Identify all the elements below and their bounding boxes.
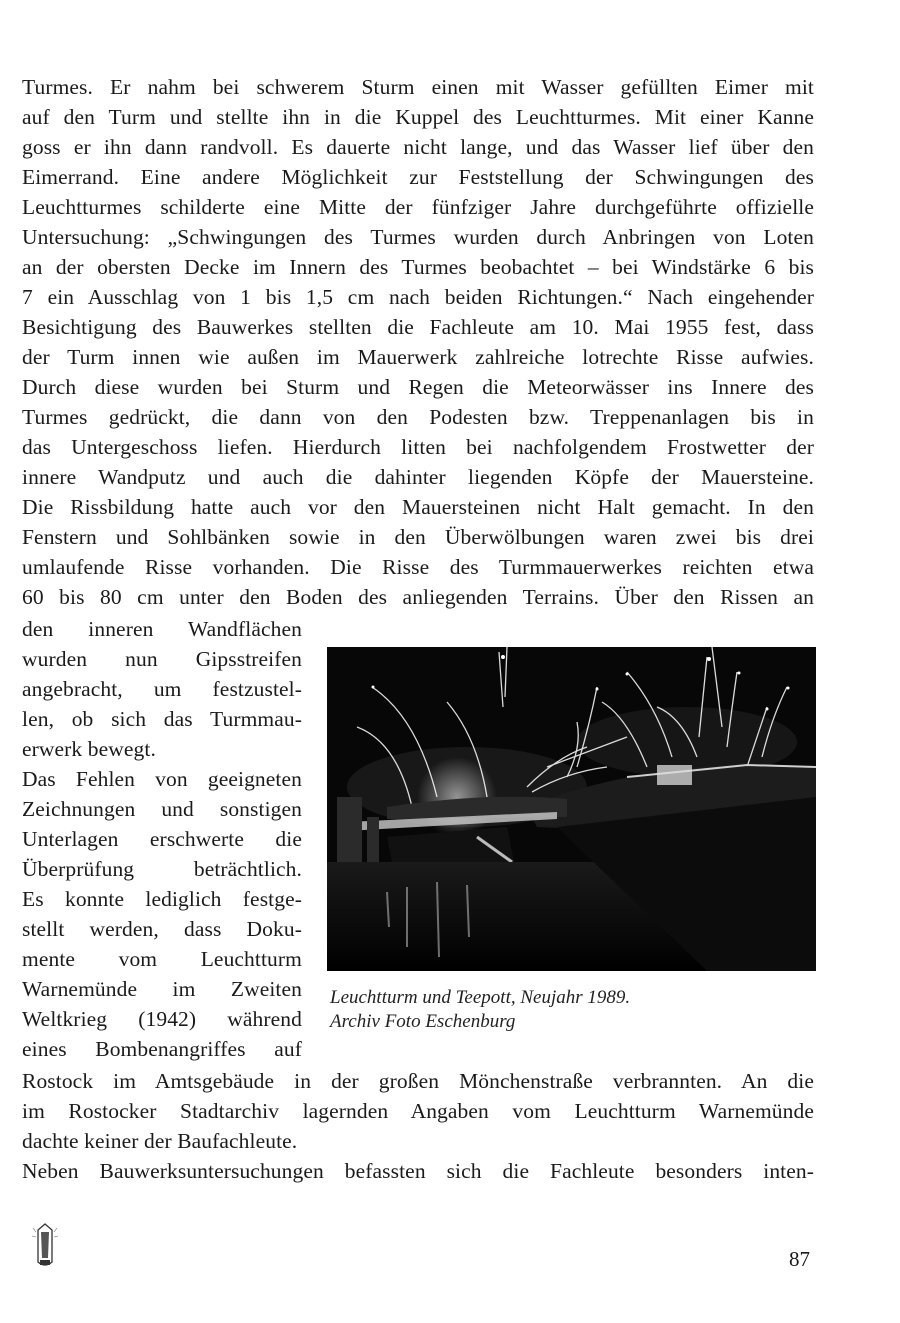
side-line: stellt werden, dass Doku-: [22, 917, 302, 941]
side-line: Das Fehlen von geeigneten: [22, 767, 302, 791]
body-line: Fenstern und Sohlbänken sowie in den Überwölbungen waren zwei bis drei: [22, 525, 814, 549]
side-line: Weltkrieg (1942) während: [22, 1007, 302, 1031]
side-line: Warnemünde im Zweiten: [22, 977, 302, 1001]
side-line: Überprüfung beträchtlich.: [22, 857, 302, 881]
body-line: umlaufende Risse vorhanden. Die Risse des Turmmauerwerkes reichten etwa: [22, 555, 814, 579]
side-line: mente vom Leuchtturm: [22, 947, 302, 971]
body-line: Rostock im Amtsgebäude in der großen Mönchenstraße verbrannten. An die: [22, 1069, 814, 1093]
photo-caption: [330, 986, 630, 1034]
body-line: an der obersten Decke im Innern des Turmes beobachtet – bei Windstärke 6 bis: [22, 255, 814, 279]
body-line: innere Wandputz und auch die dahinter liegenden Köpfe der Mauersteine.: [22, 465, 814, 489]
lighthouse-emblem-icon: [30, 1222, 60, 1270]
side-line: Es konnte lediglich festge-: [22, 887, 302, 911]
photo-fireworks: [327, 647, 816, 971]
caption-title: Leuchtturm und Teepott, Neujahr 1989.: [330, 987, 631, 1008]
side-line: wurden nun Gipsstreifen: [22, 647, 302, 671]
page-number: 87: [789, 1247, 810, 1271]
body-line: goss er ihn dann randvoll. Es dauerte nicht lange, und das Wasser lief über den: [22, 135, 814, 159]
body-line: Besichtigung des Bauwerkes stellten die Fachleute am 10. Mai 1955 fest, dass: [22, 315, 814, 339]
body-line: der Turm innen wie außen im Mauerwerk zahlreiche lotrechte Risse aufwies.: [22, 345, 814, 369]
body-line: dachte keiner der Baufachleute.: [22, 1129, 298, 1153]
body-line: im Rostocker Stadtarchiv lagernden Angaben vom Leuchtturm Warnemünde: [22, 1099, 814, 1123]
body-line: Neben Bauwerksuntersuchungen befassten sich die Fachleute besonders inten-: [22, 1159, 814, 1183]
side-line: erwerk bewegt.: [22, 737, 156, 761]
body-line: Turmes gedrückt, die dann von den Podesten bzw. Treppenanlagen bis in: [22, 405, 814, 429]
side-line: len, ob sich das Turmmau-: [22, 707, 302, 731]
side-line: Unterlagen erschwerte die: [22, 827, 302, 851]
body-line: Turmes. Er nahm bei schwerem Sturm einen mit Wasser gefüllten Eimer mit: [22, 75, 814, 99]
body-line: 60 bis 80 cm unter den Boden des anliegenden Terrains. Über den Rissen an: [22, 585, 814, 609]
body-line: auf den Turm und stellte ihn in die Kuppel des Leuchtturmes. Mit einer Kanne: [22, 105, 814, 129]
body-line: Durch diese wurden bei Sturm und Regen die Meteorwässer ins Innere des: [22, 375, 814, 399]
side-line: den inneren Wandflächen: [22, 617, 302, 641]
side-line: angebracht, um festzustel-: [22, 677, 302, 701]
side-line: Zeichnungen und sonstigen: [22, 797, 302, 821]
body-line: Eimerrand. Eine andere Möglichkeit zur Feststellung der Schwingungen des: [22, 165, 814, 189]
body-line: 7 ein Ausschlag von 1 bis 1,5 cm nach beiden Richtungen.“ Nach eingehender: [22, 285, 814, 309]
body-line: Leuchtturmes schilderte eine Mitte der fünfziger Jahre durchgeführte offizielle: [22, 195, 814, 219]
body-line: Untersuchung: „Schwingungen des Turmes wurden durch Anbringen von Loten: [22, 225, 814, 249]
caption-credit: Archiv Foto Eschenburg: [330, 1011, 516, 1032]
body-line: Die Rissbildung hatte auch vor den Mauersteinen nicht Halt gemacht. In den: [22, 495, 814, 519]
side-line: eines Bombenangriffes auf: [22, 1037, 302, 1061]
body-line: das Untergeschoss liefen. Hierdurch litten bei nachfolgendem Frostwetter der: [22, 435, 814, 459]
